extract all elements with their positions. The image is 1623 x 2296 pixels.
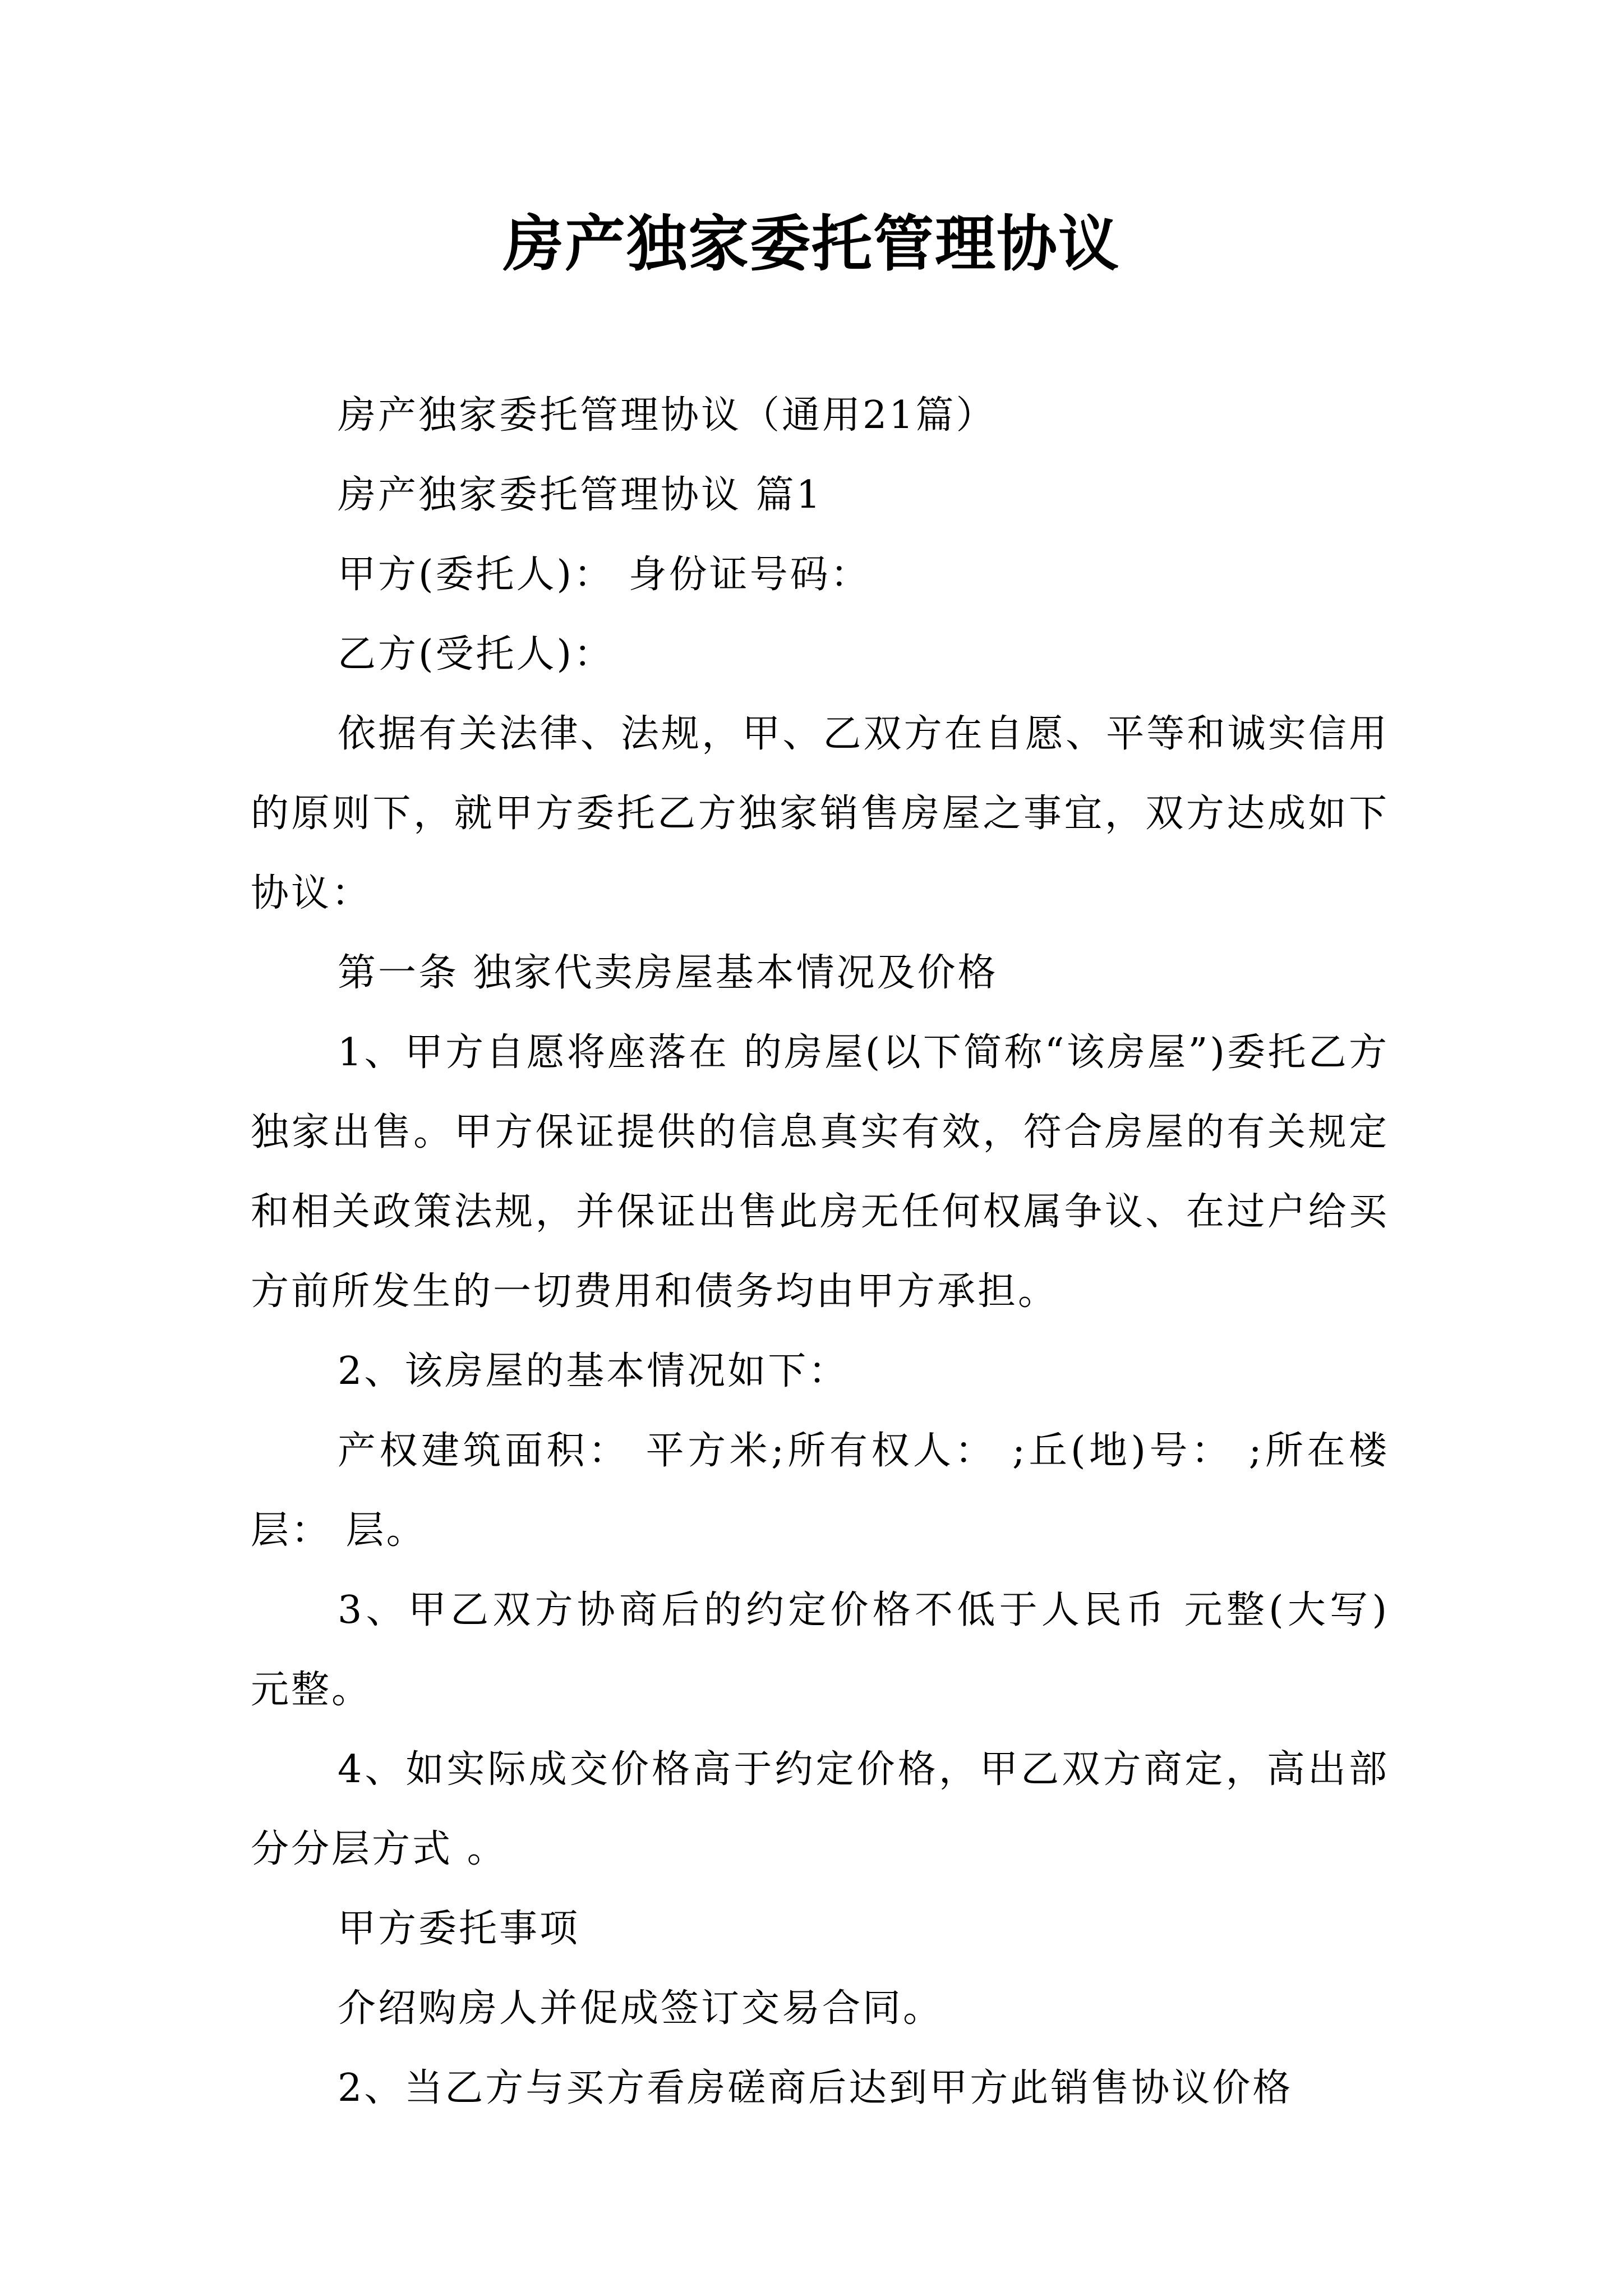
document-body	[251, 376, 1389, 2128]
paragraph: 第一条 独家代卖房屋基本情况及价格	[338, 951, 998, 995]
paragraph: 依据有关法律、法规，甲、乙双方在自愿、平等和诚实信用的原则下，就甲方委托乙方独家销售房屋之事宜，双方达成如下协议：	[251, 712, 1389, 915]
paragraph: 甲方委托事项	[338, 1907, 580, 1951]
paragraph: 甲方(委托人)： 身份证号码：	[338, 553, 871, 597]
document-title: 房产独家委托管理协议	[502, 209, 1120, 279]
paragraph: 乙方(受托人)：	[338, 632, 615, 677]
paragraph: 介绍购房人并促成签订交易合同。	[338, 1986, 944, 2031]
paragraph: 2、该房屋的基本情况如下：	[338, 1349, 849, 1393]
paragraph: 产权建筑面积： 平方米;所有权人： ;丘(地)号： ;所在楼层： 层。	[251, 1429, 1389, 1553]
paragraph: 房产独家委托管理协议（通用21篇）	[338, 393, 997, 438]
paragraph: 2、当乙方与买方看房磋商后达到甲方此销售协议价格	[338, 2066, 1293, 2110]
paragraph: 3、甲乙双方协商后的约定价格不低于人民币 元整(大写) 元整。	[251, 1588, 1389, 1712]
paragraph: 4、如实际成交价格高于约定价格，甲乙双方商定，高出部分分层方式 。	[251, 1747, 1389, 1871]
paragraph: 房产独家委托管理协议 篇1	[338, 473, 823, 517]
paragraph: 1、甲方自愿将座落在 的房屋(以下简称“该房屋”)委托乙方独家出售。甲方保证提供的信息真实有效，符合房屋的有关规定和相关政策法规，并保证出售此房无任何权属争议、在过户给买方前所发生的一切费用和债务均由甲方承担。	[251, 1030, 1389, 1314]
